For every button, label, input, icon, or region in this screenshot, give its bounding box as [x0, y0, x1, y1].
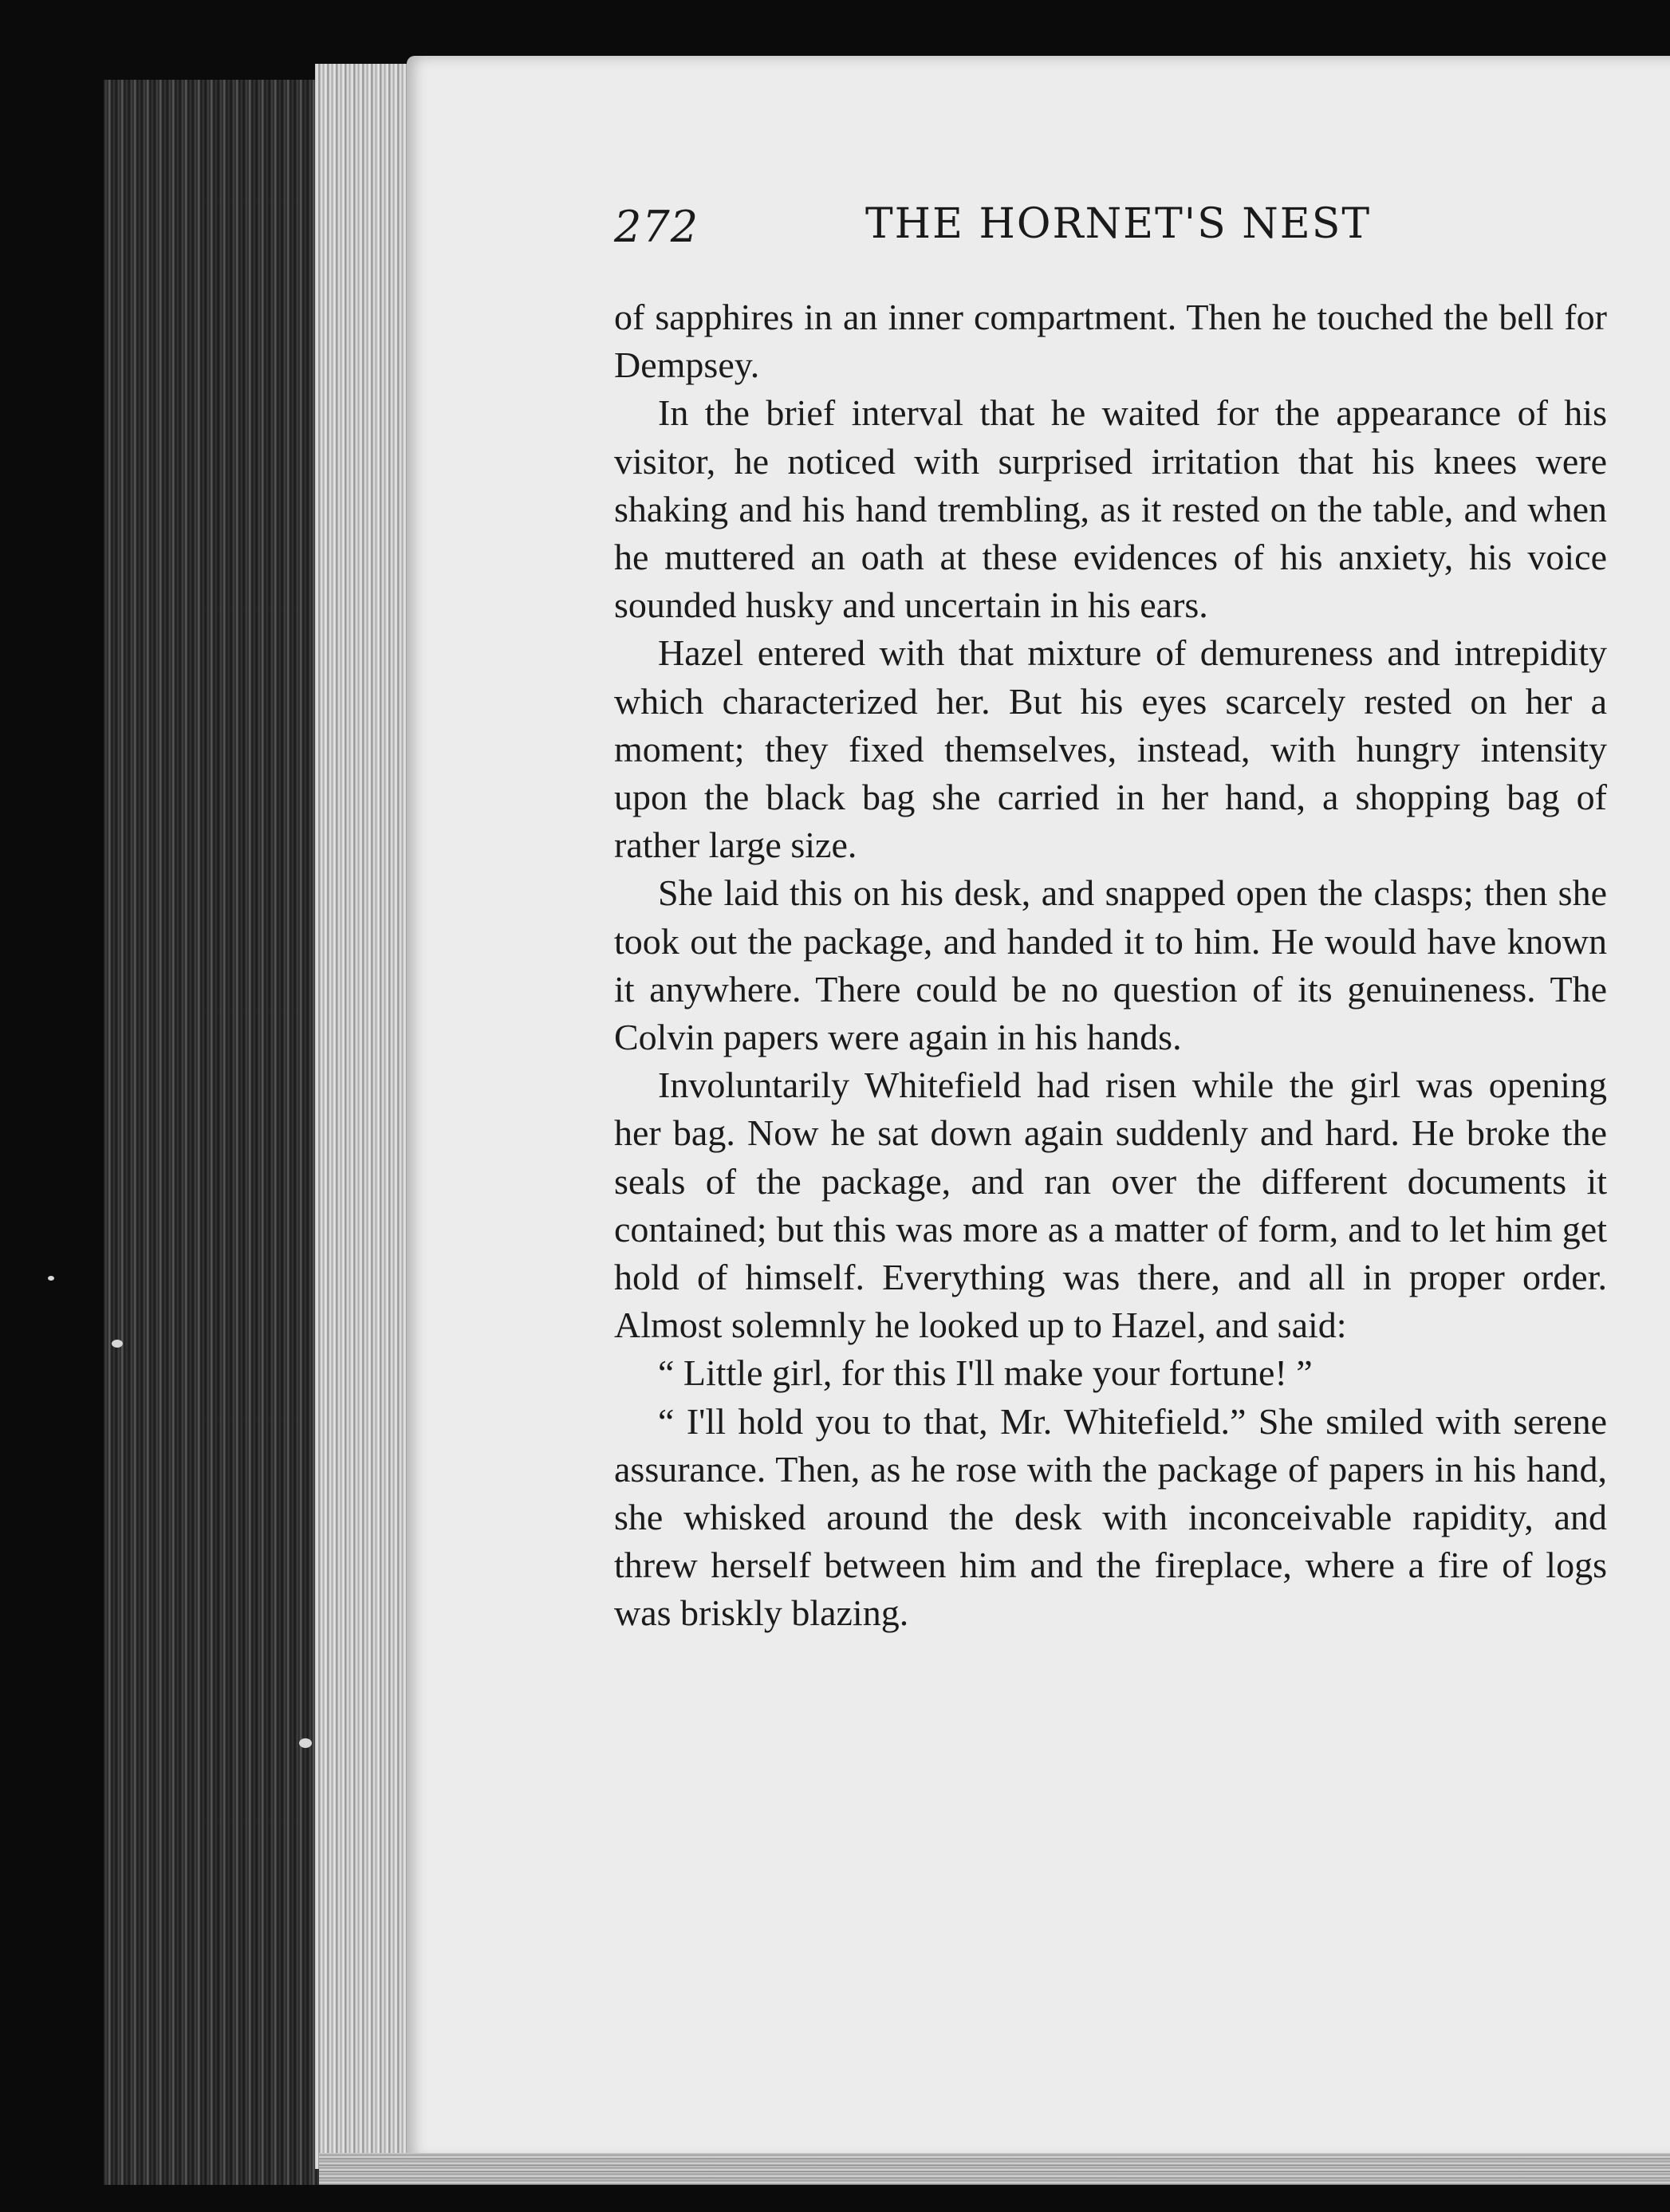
scan-speck	[112, 1340, 123, 1348]
page-edges-highlight	[315, 64, 411, 2169]
paragraph: In the brief interval that he waited for the appearance of his visitor, he noticed with surprised irritation that his knees were shaking and his hand trembling, as it rested on the table, and when he muttered an oath at these evidences of his anxiety, his voice sounded husky and uncertain in his ears.	[614, 392, 1607, 626]
paragraph: “ I'll hold you to that, Mr. Whitefield.” She smiled with serene assurance. Then, as he rose with the package of papers in his hand, she whisked around the desk with inconceivable rapidity, and threw herself between him and the fireplace, where a fire of logs was briskly blazing.	[614, 1400, 1607, 1634]
paragraph: of sapphires in an inner compartment. Then he touched the bell for Dempsey.	[614, 297, 1607, 386]
paragraph: Involuntarily Whitefield had risen while the girl was opening her bag. Now he sat down again suddenly and hard. He broke the seals of the package, and ran over the different documents it contained; but this was more as a matter of form, and to let him get hold of himself. Everything was there, and all in proper order. Almost solemnly he looked up to Hazel, and said:	[614, 1065, 1607, 1346]
scan-speck	[299, 1738, 312, 1748]
paragraph: “ Little girl, for this I'll make your fortune! ”	[658, 1352, 1313, 1394]
paragraph: Hazel entered with that mixture of demureness and intrepidity which characterized her. But his eyes scarcely rested on her a moment; they fixed themselves, instead, with hungry intensity upon the black bag she carried in her hand, a shopping bag of rather large size.	[614, 632, 1607, 866]
running-head: THE HORNET'S NEST	[865, 200, 1372, 248]
page-number: 272	[614, 202, 699, 252]
page-header	[614, 195, 1412, 267]
scan-speck	[48, 1276, 54, 1281]
body-text	[614, 293, 1607, 1638]
paragraph: She laid this on his desk, and snapped open the clasps; then she took out the package, and handed it to him. He would have known it anywhere. There could be no question of its genuineness. The Colvin papers were again in his hands.	[614, 872, 1607, 1058]
page-bottom-edge	[319, 2153, 1670, 2185]
